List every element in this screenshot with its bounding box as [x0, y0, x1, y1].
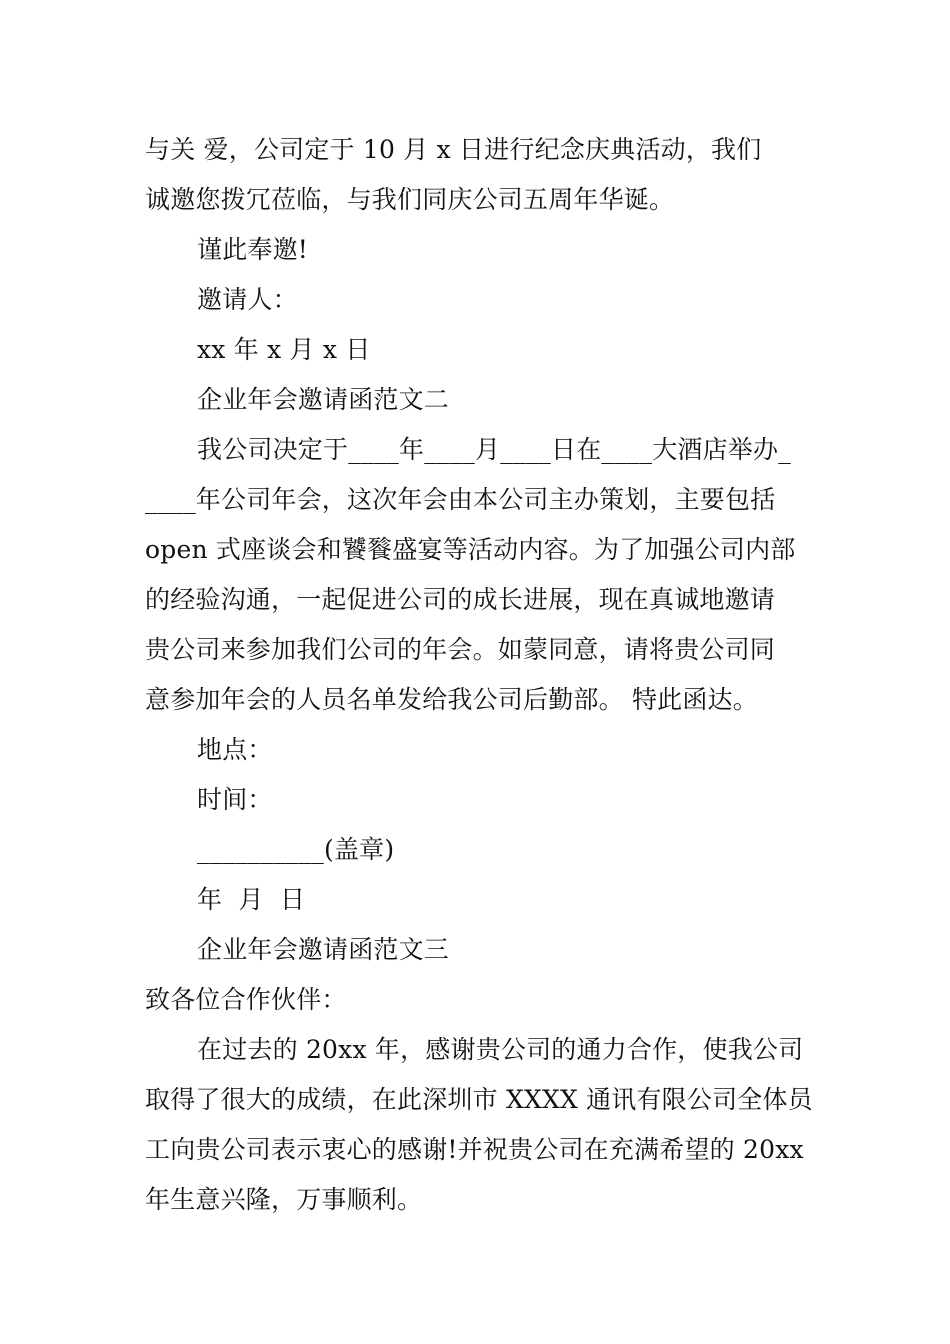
closing-phrase: 谨此奉邀! — [197, 235, 309, 264]
paragraph-line: 在过去的 20xx 年，感谢贵公司的通力合作，使我公司 — [197, 1035, 804, 1064]
inviter-label: 邀请人： — [197, 285, 298, 314]
paragraph-line: 诚邀您拨冗莅临，与我们同庆公司五周年华诞。 — [145, 185, 675, 214]
paragraph-line: 工向贵公司表示衷心的感谢!并祝贵公司在充满希望的 20xx — [145, 1135, 804, 1164]
paragraph-line: 年生意兴隆，万事顺利。 — [145, 1185, 423, 1214]
date-line: 年 月 日 — [197, 885, 306, 914]
paragraph-line: ____年公司年会，这次年会由本公司主办策划，主要包括 — [145, 485, 776, 514]
paragraph-line: open 式座谈会和饕餮盛宴等活动内容。为了加强公司内部 — [145, 535, 796, 564]
paragraph-line: 取得了很大的成绩，在此深圳市 XXXX 通讯有限公司全体员 — [145, 1085, 813, 1114]
salutation: 致各位合作伙伴： — [145, 985, 347, 1014]
paragraph-line: 意参加年会的人员名单发给我公司后勤部。 特此函达。 — [145, 685, 758, 714]
date-line: xx 年 x 月 x 日 — [197, 335, 371, 364]
location-label: 地点： — [197, 735, 273, 764]
paragraph-line: 与关 爱，公司定于 10 月 x 日进行纪念庆典活动，我们 — [145, 135, 762, 164]
seal-line: __________(盖章) — [197, 835, 395, 864]
paragraph-line: 我公司决定于____年____月____日在____大酒店举办_ — [197, 435, 791, 464]
section-heading: 企业年会邀请函范文二 — [197, 385, 450, 414]
time-label: 时间： — [197, 785, 273, 814]
paragraph-line: 贵公司来参加我们公司的年会。如蒙同意，请将贵公司同 — [145, 635, 776, 664]
section-heading: 企业年会邀请函范文三 — [197, 935, 450, 964]
paragraph-line: 的经验沟通，一起促进公司的成长进展，现在真诚地邀请 — [145, 585, 776, 614]
